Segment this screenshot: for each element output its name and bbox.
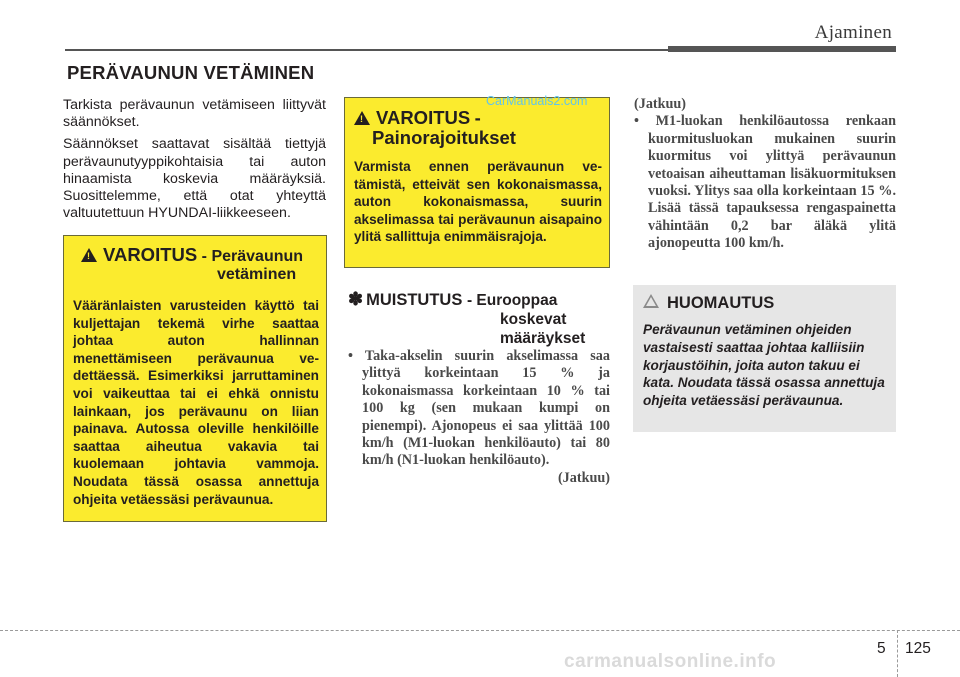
reminder-bullet-2: • M1-luokan henkilöautossa renkaan kuormitusluokan mukainen suurin kuormitus voi ylittyä perävaunun vetoaisan aiheuttaman lisäkuormituksen vuoksi. Ylitys saa olla korkeintaan 15 %. Lisää tässä tapauksessa rengaspainetta vähintään 0,2 bar äläkä ylitä ajonopeutta 100 km/h. (634, 113, 896, 252)
warning-title-part1: - Perävaunun (201, 248, 304, 265)
watermark: CarManuals2.com (486, 94, 588, 108)
footer-rule (0, 630, 960, 631)
warning-title-part2: Painorajoitukset (372, 127, 516, 148)
warning-title-part2: vetäminen (217, 266, 297, 283)
warning-body: Varmista ennen perävaunun vetämistä, etteivät sen kokonaismassa, auton kokonaismassa, suurin akselimassa tai perävaunun aisapaino ylitä sallittuja enimmäisrajoja. (354, 159, 602, 245)
reminder-heading (348, 290, 585, 348)
continued-heading: (Jatkuu) (634, 96, 687, 112)
intro-paragraph-1: Tarkista perävaunun vetämiseen liittyvät säännökset. (63, 97, 326, 131)
asterisk-icon: ✽ (348, 289, 364, 309)
warning-box-weight (344, 97, 610, 268)
intro-text (63, 97, 326, 227)
chapter-title: Ajaminen (814, 22, 892, 43)
right-column-text (634, 96, 896, 253)
caution-triangle-icon (643, 294, 659, 308)
notice-label: HUOMAUTUS (667, 294, 775, 312)
warning-title-part1: - (474, 107, 481, 128)
notice-title (643, 293, 886, 313)
warning-box-trailer (63, 235, 327, 522)
page-number: 125 (905, 640, 931, 657)
notice-box (633, 285, 896, 432)
header-rule-accent (668, 46, 896, 52)
intro-paragraph-2: Säännökset saattavat sisältää tiettyjä perävaunutyyppikohtaisia tai auton hinaamista koskevia määräyksiä. Suosittelemme, että otat yhteyttä valtuutettuun HYUNDAI-liikkeeseen. (63, 136, 326, 222)
warning-triangle-icon (354, 111, 370, 125)
reminder-label: MUISTUTUS (366, 291, 463, 309)
warning-title (81, 246, 319, 284)
site-logo: carmanualsonline.info (564, 651, 777, 672)
reminder-bullet-1: • Taka-akselin suurin akselimassa saa ylittyä korkeintaan 15 % ja kokonaismassa korkeintaan 10 % tai 100 kg (sen mukaan kumpi on pienempi). Ajonopeus ei saa ylittää 100 km/h (M1-luokan henkilöauto) tai 80 km/h (N1-luokan henkilöauto). (348, 348, 610, 469)
warning-body: Vääränlaisten varusteiden käyttö tai kuljettajan tekemä virhe saattaa johtaa auton hallinnan menettämiseen perävaunua vedettäessä. Esimerkiksi jarruttaminen voi vaikeuttaa tai ei ehkä onnistu lainkaan, jos perävaunu on liian painava. Autossa oleville henkilöille saattaa aiheutua vakavia tai kuolemaan johtavia vammoja. Noudata tässä osassa annettuja ohjeita vetäessäsi perävaunua. (73, 298, 319, 507)
warning-triangle-icon (81, 248, 97, 262)
header-rule (65, 49, 670, 51)
warning-label: VAROITUS (103, 244, 198, 265)
continued-label: (Jatkuu) (557, 469, 610, 486)
warning-title (354, 109, 602, 147)
reminder-title-part3: määräykset (500, 330, 586, 347)
section-title: PERÄVAUNUN VETÄMINEN (67, 62, 315, 83)
chapter-number: 5 (877, 640, 886, 657)
notice-body: Perävaunun vetäminen ohjeiden vastaisesti saattaa johtaa kalliisiin korjaustöihin, joita auton takuu ei kata. Noudata tässä osassa annettuja ohjeita vetäessäsi perävaunua. (643, 322, 885, 409)
reminder-title-part1: - Eurooppaa (466, 292, 558, 309)
footer-separator (897, 630, 898, 677)
reminder-body (348, 348, 610, 487)
warning-label: VAROITUS (376, 107, 471, 128)
reminder-title-part2: koskevat (500, 311, 567, 328)
